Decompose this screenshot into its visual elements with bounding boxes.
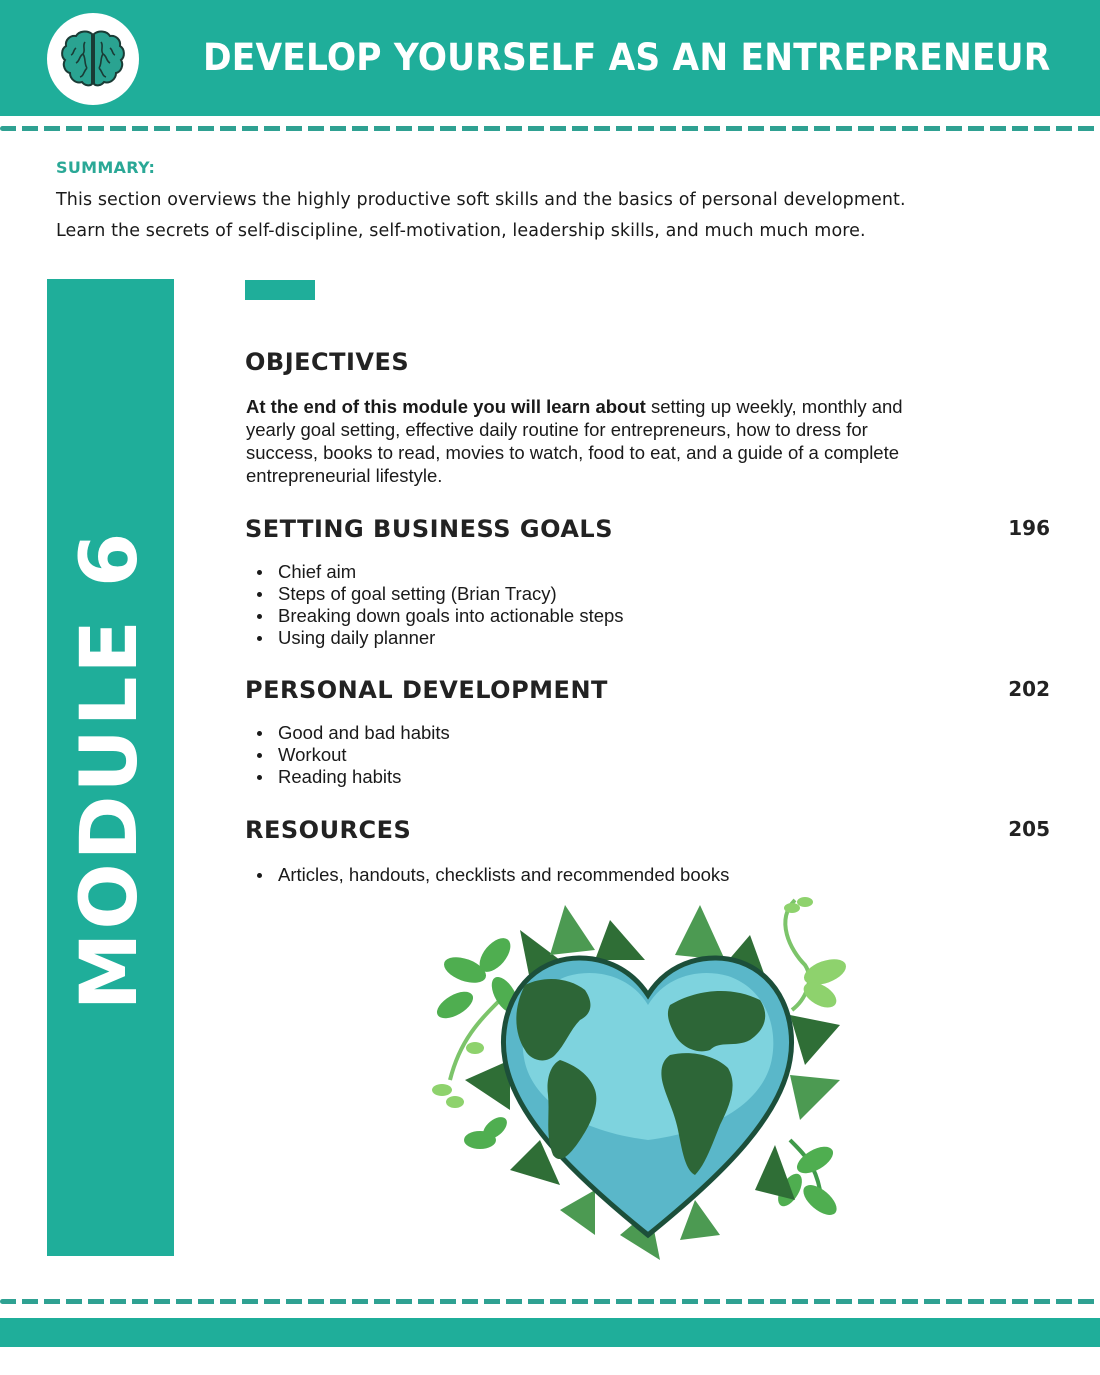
bottom-dashed-divider: [0, 1299, 1100, 1304]
list-item: Reading habits: [255, 766, 450, 788]
top-dashed-divider: [0, 126, 1100, 131]
section-list-resources: [255, 864, 729, 886]
section-title-resources: RESOURCES: [245, 816, 412, 844]
page-number: 196: [1008, 516, 1050, 540]
page-title: DEVELOP YOURSELF AS AN ENTREPRENEUR: [203, 36, 1051, 79]
module-label: MODULE 6: [65, 529, 155, 1011]
page-number: 205: [1008, 817, 1050, 841]
list-item: Workout: [255, 744, 450, 766]
objectives-body: setting up weekly, monthly and yearly goal setting, effective daily routine for entrepreneurs, how to dress for success, books to read, movies to watch, food to eat, and a guide of a complete entrepreneurial lifestyle.: [246, 396, 903, 486]
accent-bar: [245, 280, 315, 300]
objectives-text: [246, 395, 936, 487]
section-title-personal-development: PERSONAL DEVELOPMENT: [245, 676, 608, 704]
heart-earth-with-leaves-icon: [420, 890, 870, 1270]
heart-earth-illustration: [420, 890, 870, 1270]
objectives-lead: At the end of this module you will learn about: [246, 396, 646, 417]
list-item: Using daily planner: [255, 627, 624, 649]
page-number: 202: [1008, 677, 1050, 701]
summary-label: SUMMARY:: [56, 158, 156, 177]
summary-line-2: Learn the secrets of self-discipline, self-motivation, leadership skills, and much much more.: [56, 221, 866, 241]
logo-badge: [47, 13, 139, 105]
summary-line-1: This section overviews the highly productive soft skills and the basics of personal development.: [56, 190, 906, 210]
summary-text: [56, 185, 1066, 247]
list-item: Good and bad habits: [255, 722, 450, 744]
page-header: [0, 0, 1100, 116]
list-item: Articles, handouts, checklists and recommended books: [255, 864, 729, 886]
section-list-personal-development: [255, 722, 450, 788]
list-item: Breaking down goals into actionable steps: [255, 605, 624, 627]
list-item: Chief aim: [255, 561, 624, 583]
section-title-setting-business-goals: SETTING BUSINESS GOALS: [245, 515, 613, 543]
list-item: Steps of goal setting (Brian Tracy): [255, 583, 624, 605]
brain-icon: [59, 28, 127, 90]
footer-bar: [0, 1318, 1100, 1347]
objectives-title: OBJECTIVES: [245, 348, 410, 376]
section-list-setting-business-goals: [255, 561, 624, 649]
